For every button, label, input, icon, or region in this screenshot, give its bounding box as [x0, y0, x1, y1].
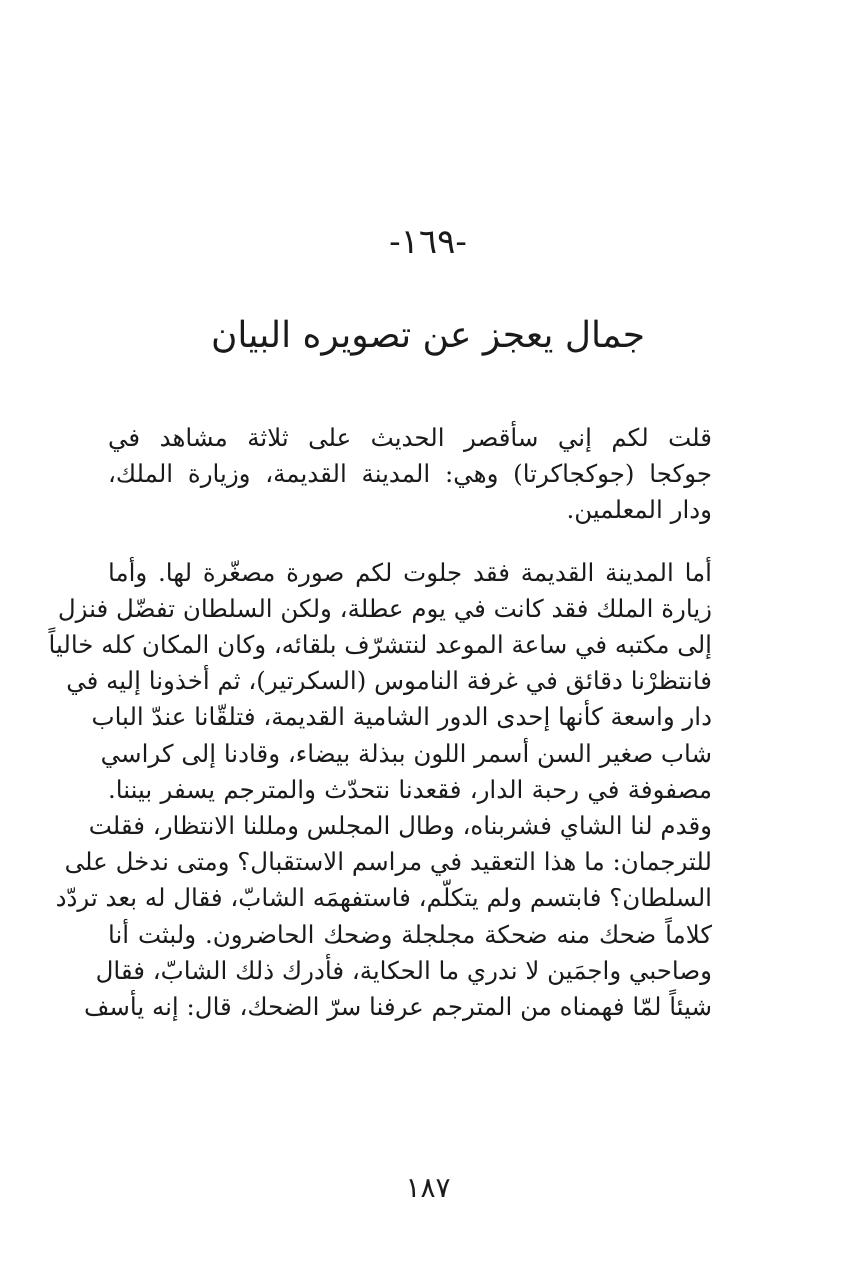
text-line: السلطان؟ فابتسم ولم يتكلّم، فاستفهمَه الشابّ، فقال له بعد تردّد — [55, 883, 712, 913]
text-line: زيارة الملك فقد كانت في يوم عطلة، ولكن السلطان تفضّل فنزل — [57, 593, 712, 623]
text-line: مصفوفة في رحبة الدار، فقعدنا نتحدّث والمترجم يسفر بيننا. — [108, 774, 712, 804]
text-line: وصاحبي واجمَين لا ندري ما الحكاية، فأدرك ذلك الشابّ، فقال — [95, 955, 712, 985]
page-number: ١٨٧ — [405, 1171, 451, 1204]
text-line: دار واسعة كأنها إحدى الدور الشامية القديمة، فتلقّانا عندّ الباب — [91, 702, 712, 732]
body-text — [48, 420, 750, 1025]
text-line: شاب صغير السن أسمر اللون ببذلة بيضاء، وقادنا إلى كراسي — [100, 738, 712, 768]
paragraph — [108, 420, 750, 529]
text-line: أما المدينة القديمة فقد جلوت لكم صورة مصغّرة لها. وأما — [108, 557, 712, 587]
text-line: كلاماً ضحك منه ضحكة مجلجلة وضحك الحاضرون. ولبثت أنا — [108, 919, 712, 949]
text-line: وقدم لنا الشاي فشربناه، وطال المجلس ومللنا الانتظار، فقلت — [88, 811, 712, 841]
chapter-number: -١٦٩- — [389, 222, 467, 262]
text-line: شيئاً لمّا فهمناه من المترجم عرفنا سرّ الضحك، قال: إنه يأسف — [84, 992, 712, 1022]
text-line: إلى مكتبه في ساعة الموعد لنتشرّف بلقائه، وكان المكان كله خالياً — [48, 630, 712, 660]
text-line: فانتظرْنا دقائق في غرفة الناموس (السكرتير)، ثم أخذونا إليه في — [66, 666, 712, 696]
text-line: قلت لكم إني سأقصر الحديث على ثلاثة مشاهد في — [108, 423, 712, 452]
text-line: للترجمان: ما هذا التعقيد في مراسم الاستقبال؟ ومتى ندخل على — [64, 847, 712, 877]
text-line: جوكجا (جوكجاكرتا) وهي: المدينة القديمة، وزيارة الملك، — [108, 459, 712, 489]
text-line: ودار المعلمين. — [566, 495, 712, 525]
paragraph — [48, 555, 750, 1026]
chapter-title: جمال يعجز عن تصويره البيان — [210, 315, 646, 356]
